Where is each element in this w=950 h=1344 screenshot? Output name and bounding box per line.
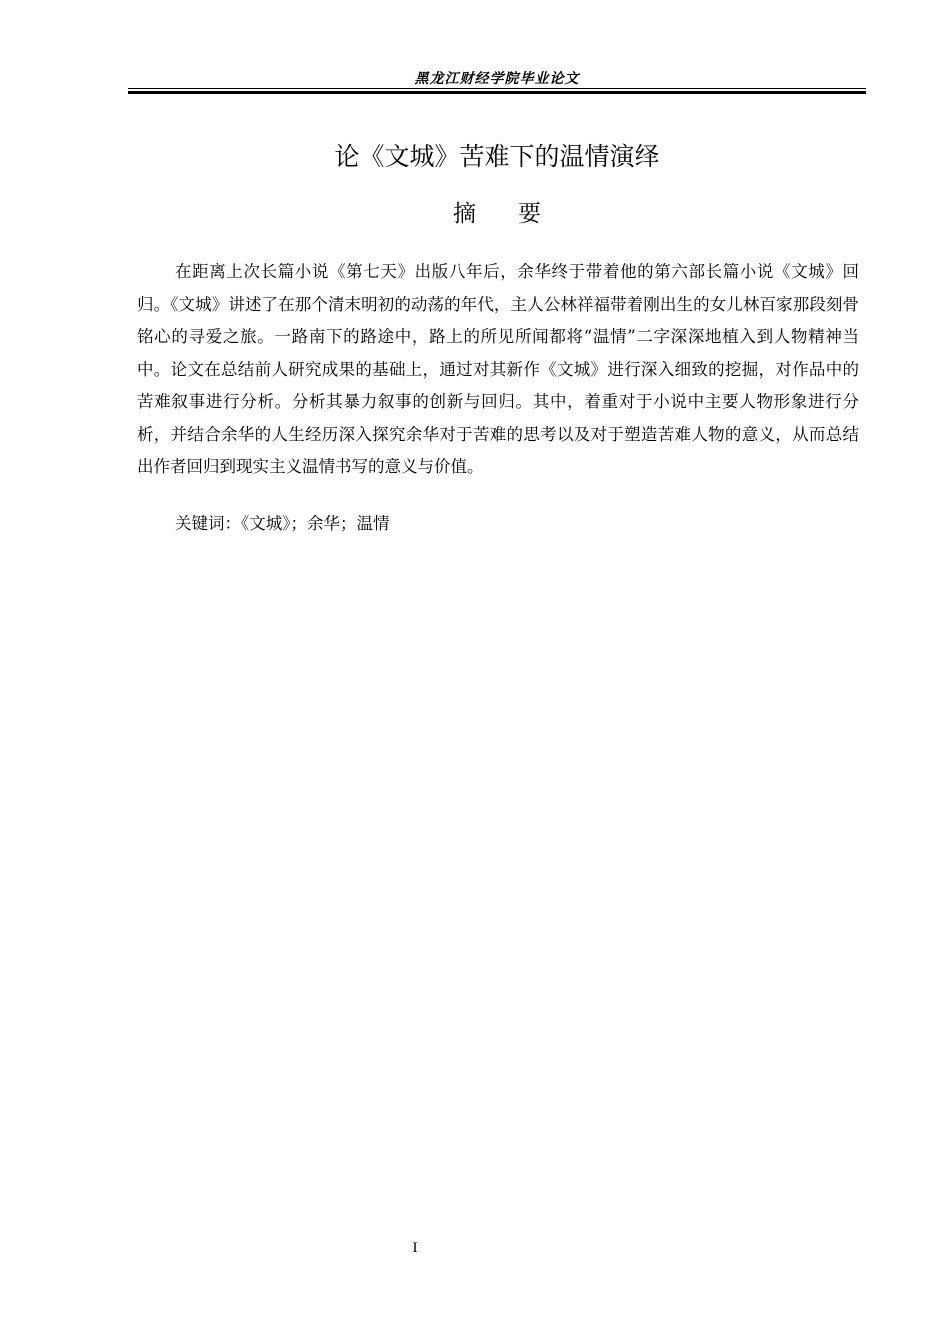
abstract-body: 在距离上次长篇小说《第七天》出版八年后，余华终于带着他的第六部长篇小说《文城》回归。《文城》讲述了在那个清末明初的动荡的年代，主人公林祥福带着刚出生的女儿林百家那段刻骨铭心的寻爱之旅。一路南下的路途中，路上的所见所闻都将“温情”二字深深地植入到人物精神当中。论文在总结前人研究成果的基础上，通过对其新作《文城》进行深入细致的挖掘，对作品中的苦难叙事进行分析。分析其暴力叙事的创新与回归。其中，着重对于小说中主要人物形象进行分析，并结合余华的人生经历深入探究余华对于苦难的思考以及对于塑造苦难人物的意义，从而总结出作者回归到现实主义温情书写的意义与价值。 xyxy=(137,262,859,476)
header-rule-thin xyxy=(128,88,866,89)
abstract-heading: 摘要 xyxy=(453,201,583,227)
keywords-label: 关键词： xyxy=(175,514,241,533)
header-rule-thick xyxy=(128,91,866,94)
keywords-line xyxy=(175,510,390,538)
keywords-value: 《文城》；余华；温情 xyxy=(241,514,390,533)
page-number: I xyxy=(412,1240,418,1256)
paper-title: 论《文城》苦难下的温情演绎 xyxy=(334,142,660,171)
running-header: 黑龙江财经学院毕业论文 xyxy=(414,71,580,87)
